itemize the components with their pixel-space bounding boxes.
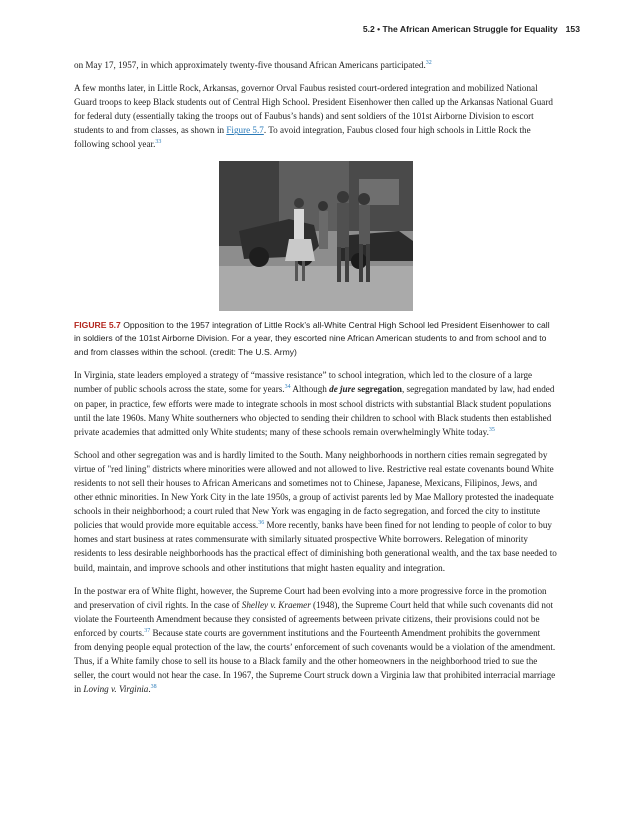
figure-caption <box>74 319 558 360</box>
footnote-ref-38[interactable]: 38 <box>150 684 157 691</box>
paragraph-2 <box>74 81 558 151</box>
footnote-ref-37[interactable]: 37 <box>144 627 151 634</box>
footnote-ref-35[interactable]: 35 <box>488 426 495 433</box>
case-name-loving: Loving v. Virginia <box>83 684 149 695</box>
paragraph-5 <box>74 584 558 697</box>
paragraph-text: Although <box>290 384 330 395</box>
footnote-ref-32[interactable]: 32 <box>425 59 432 66</box>
figure-label: FIGURE 5.7 <box>74 319 121 330</box>
paragraph-1 <box>74 58 558 72</box>
figure-5-7 <box>74 161 558 311</box>
case-name-shelley: Shelley v. Kraemer <box>241 599 311 610</box>
key-term-de-jure: de jure <box>329 384 356 395</box>
section-title: 5.2 • The African American Struggle for Equality <box>362 24 558 34</box>
paragraph-4 <box>74 448 558 575</box>
page-number: 153 <box>565 24 580 34</box>
page-body <box>74 58 558 705</box>
footnote-ref-36[interactable]: 36 <box>258 520 265 527</box>
paragraph-text: . To avoid integration, Faubus closed four high schools in Little Rock the following school year. <box>74 125 531 150</box>
paragraph-text: . <box>148 684 151 695</box>
paragraph-text: More recently, banks have been fined for not lending to people of color to buy homes and start business at rates commensurate with similarly situated prospective White borrowers. Relegation of minority residents to less desirable neighborhoods has the practical effect of diminishing both generational wealth, and the tax base needed to build, maintain, and improve schools and other institutions that might hasten equality and integration. <box>74 520 557 573</box>
footnote-ref-33[interactable]: 33 <box>155 139 162 146</box>
paragraph-3 <box>74 368 558 438</box>
paragraph-text: (1948), the Supreme Court held that while such covenants did not violate the Fourteenth Amendment because they consisted of agreements between private citizens, their provisions could not be enforced by courts. <box>74 599 554 638</box>
paragraph-text: School and other segregation was and is hardly limited to the South. Many neighborhoods in northern cities remain segregated by virtue of "red lining" districts where minorities were allowed and not allowed to live. Restrictive real estate covenants bound White residents to not sell their houses to African Americans and sometimes not to Chinese, Japanese, Mexicans, Filipinos, Jews, and other ethnic minorities. In New York City in the late 1950s, a group of activist parents led by Mae Mallory protested the inadequate schools in their neighborhood; a court ruled that New York was engaging in de facto segregation, and forced the city to institute policies that would provide more equitable access. <box>74 449 554 531</box>
figure-5-7-link[interactable]: Figure 5.7 <box>226 125 264 136</box>
footnote-ref-34[interactable]: 34 <box>284 384 291 391</box>
paragraph-text: on May 17, 1957, in which approximately twenty-five thousand African Americans participated. <box>74 60 426 70</box>
paragraph-text: In the postwar era of White flight, however, the Supreme Court had been evolving into a more progressive force in the promotion and preservation of civil rights. In the case of <box>74 585 547 610</box>
paragraph-text: Because state courts are government institutions and the Fourteenth Amendment prohibits the government from denying people equal protection of the law, the courts’ enforcement of such covenants would be a violation of the amendment. Thus, if a White family chose to sell its house to a Black family and the other homeowners in the neighborhood tried to sue the seller, the court would not hear the case. In 1967, the Supreme Court struck down a Virginia law that prohibited interracial marriage in <box>74 627 556 695</box>
paragraph-text: In Virginia, state leaders employed a strategy of “massive resistance” to school integration, which led to the closure of a large number of public schools across the state, some for years. <box>74 370 533 395</box>
little-rock-photo <box>219 161 413 311</box>
caption-text: Opposition to the 1957 integration of Little Rock’s all-White Central High School led President Eisenhower to call in soldiers of the 101st Airborne Division. For a year, they escorted nine African American students to and from school and to and from classes within the school. (credit: The U.S. Army) <box>74 319 550 357</box>
paragraph-text: , segregation mandated by law, had ended on paper, in practice, few efforts were made to integrate schools in most school districts with substantial Black student populations until the late 1960s. Many White southerners who objected to sending their children to school with Black students then established private academies that admitted only White students; many of these schools remain overwhelmingly White today. <box>74 384 555 437</box>
paragraph-text: A few months later, in Little Rock, Arkansas, governor Orval Faubus resisted court-ordered integration and mobilized National Guard troops to keep Black students out of Central High School. President Eisenhower then called up the Arkansas National Guard for federal duty (essentially taking the troops out of Faubus’s hands) and sent soldiers of the 101st Airborne Division to escort students to and from classes, as shown in <box>74 83 553 136</box>
running-header <box>363 24 580 34</box>
key-term-segregation: segregation <box>355 384 402 395</box>
